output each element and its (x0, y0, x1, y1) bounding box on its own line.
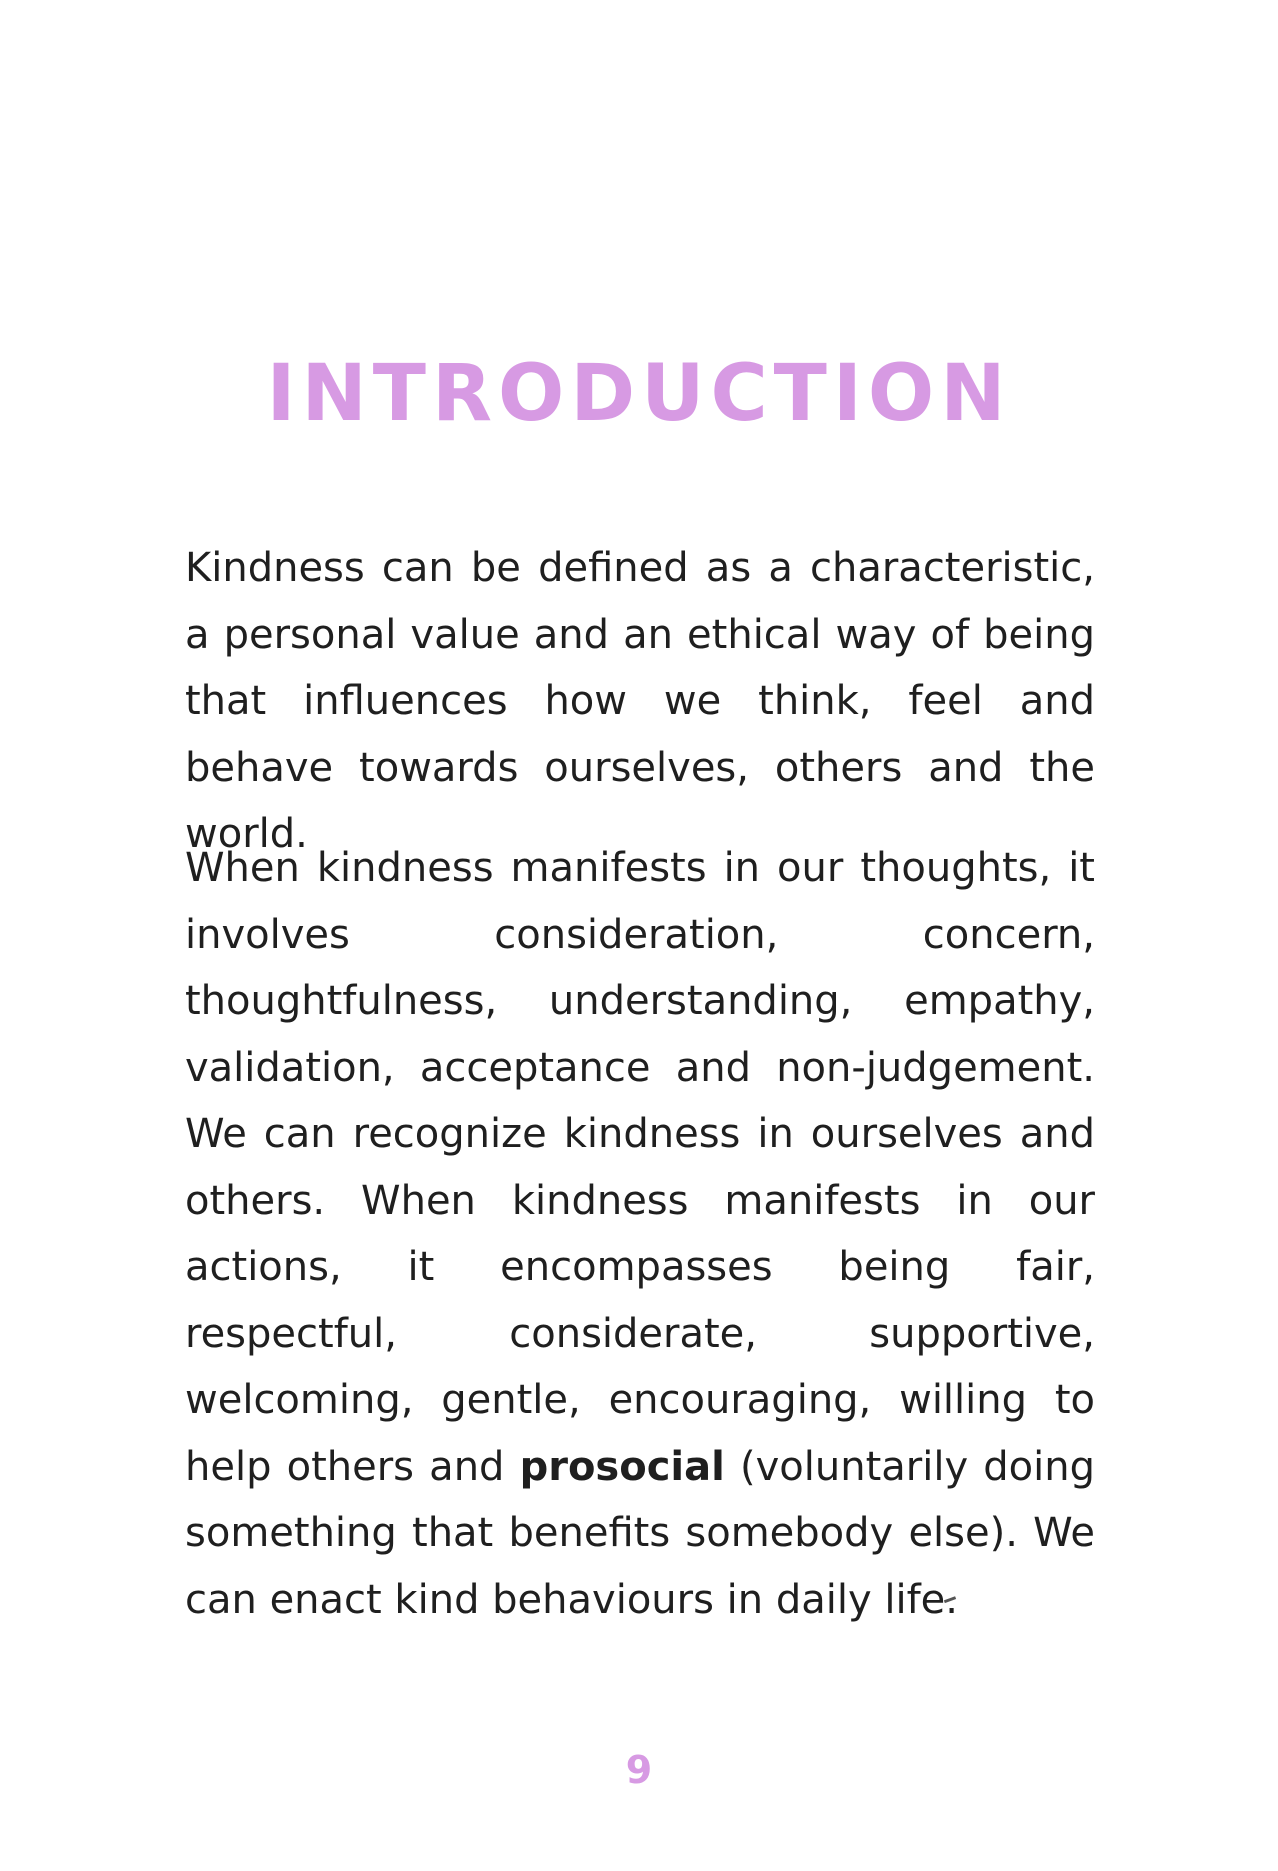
page-title: INTRODUCTION (266, 349, 1012, 439)
paragraph-definition: Kindness can be defined as a characteristic, a personal value and an ethical way of being that influences how we think, feel and behave towards ourselves, others and the world. (185, 545, 1095, 857)
paragraph-text-before-bold: When kindness manifests in our thoughts, it involves consideration, concern, thoughtfulness, understanding, empathy, validation, acceptance and non-judgement. We can recognize kindness in ourselves and others. When kindness manifests in our actions, it encompasses being fair, respectful, considerate, supportive, welcoming, gentle, encouraging, willing to help others and (185, 845, 1095, 1490)
paragraph-manifestations (185, 835, 1095, 1633)
paragraph-text-after-bold: (voluntarily doing something that benefits somebody else). We can enact kind behaviours in daily life. (185, 1443, 1095, 1623)
page-number: 9 (625, 1748, 653, 1792)
bold-term-prosocial: prosocial (519, 1443, 725, 1490)
